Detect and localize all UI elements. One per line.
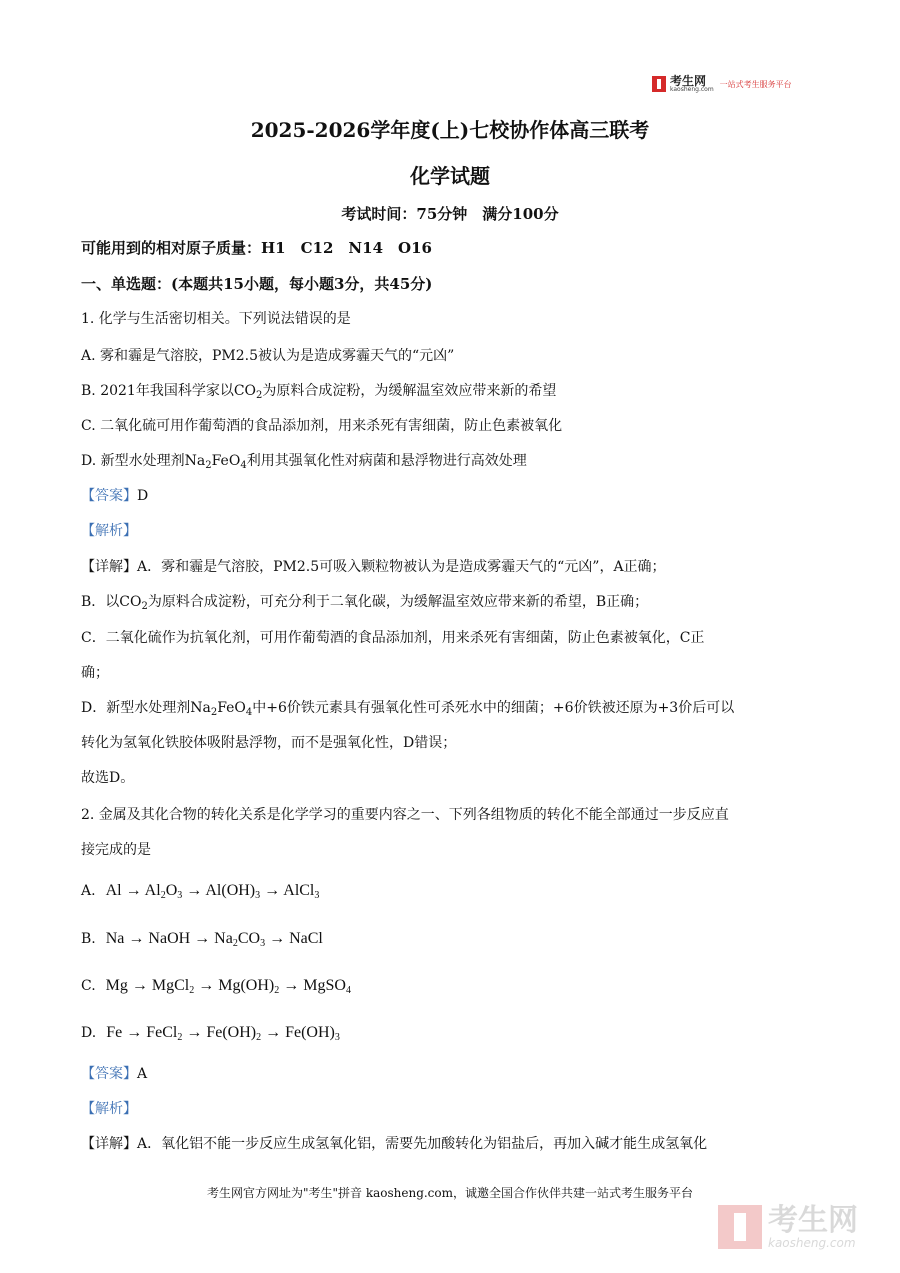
section-heading: 一、单选题：(本题共15小题，每小题3分，共45分) [81,275,433,293]
q2-option-d: D. Fe → FeCl$_2$ → $Fe(OH)_2 \to Fe(OH)_3$ [81,1024,340,1043]
q2-stem-line1: 2. 金属及其化合物的转化关系是化学学习的重要内容之一、下列各组物质的转化不能全部通过一步反应直 [81,807,729,823]
q2-analysis-tag: 【解析】 [81,1101,137,1117]
logo-domain: kaosheng.com [670,86,714,93]
q2-answer: 【答案】A [81,1066,148,1082]
answer-tag: 【答案】 [81,1066,137,1082]
q1-detail-b: B．以$CO_2$为原料合成淀粉，可充分利于二氧化碳，为缓解温室效应带来新的希望，B正确； [81,594,649,612]
q1-answer: 【答案】D [81,488,149,504]
q1-detail-d1: D．新型水处理剂$Na_2FeO_4$中+6价铁元素具有强氧化性可杀死水中的细菌；+6价铁被还原为+3价后可以 [81,700,735,718]
q1-detail-c1: C．二氧化硫作为抗氧化剂，可用作葡萄酒的食品添加剂，用来杀死有害细菌，防止色素被氧化，C正 [81,630,705,646]
q1-option-c: C. 二氧化硫可用作葡萄酒的食品添加剂，用来杀死有害细菌，防止色素被氧化 [81,418,563,434]
subject-title: 化学试题 [410,164,490,188]
q1-detail-d2: 转化为氢氧化铁胶体吸附悬浮物，而不是强氧化性，D错误； [81,735,457,751]
logo-icon [652,76,666,92]
watermark-domain: kaosheng.com [768,1236,856,1250]
atomic-masses: 可能用到的相对原子质量：H1 C12 N14 O16 [81,239,432,257]
q1-option-a: A. 雾和霾是气溶胶，PM2.5被认为是造成雾霾天气的“元凶” [81,348,455,364]
q1-stem: 1. 化学与生活密切相关。下列说法错误的是 [81,311,351,327]
logo-name: 考生网 [670,74,707,88]
q2-stem-line2: 接完成的是 [81,842,151,858]
exam-info: 考试时间：75分钟 满分100分 [341,205,559,223]
q1-detail-a: 【详解】A．雾和霾是气溶胶，PM2.5可吸入颗粒物被认为是造成雾霾天气的“元凶”，A正确； [81,559,666,575]
q2-option-a: A. $Al \to Al_2O_3 \to Al(OH)_3$ → AlCl$_3$ [81,882,320,901]
q2-option-b: B. Na → NaOH → $Na_2CO_3$ → NaCl [81,930,323,949]
watermark-logo-icon [718,1205,762,1249]
footer-text: 考生网官方网址为"考生"拼音 kaosheng.com，诚邀全国合作伙伴共建一站式考生服务平台 [206,1186,694,1200]
exam-title: 2025-2026学年度(上)七校协作体高三联考 [250,118,650,142]
q1-conclusion: 故选D。 [81,770,135,786]
q2-detail-a: 【详解】A．氧化铝不能一步反应生成氢氧化铝，需要先加酸转化为铝盐后，再加入碱才能生成氢氧化 [81,1136,708,1152]
q1-option-d: D. 新型水处理剂$Na_2FeO_4$利用其强氧化性对病菌和悬浮物进行高效处理 [81,453,527,471]
q1-option-b: B. 2021年我国科学家以$CO_2$为原料合成淀粉，为缓解温室效应带来新的希望 [81,383,557,401]
q1-detail-c2: 确； [81,665,109,681]
q1-analysis-tag: 【解析】 [81,523,137,539]
site-logo[interactable] [652,74,792,94]
watermark-name: 考生网 [768,1203,858,1238]
watermark [718,1205,858,1249]
q2-option-c: C. Mg → MgCl$_2$ → $Mg(OH)_2$ → MgSO$_4$ [81,977,351,996]
answer-tag: 【答案】 [81,488,137,504]
logo-slogan: 一站式考生服务平台 [719,79,792,89]
